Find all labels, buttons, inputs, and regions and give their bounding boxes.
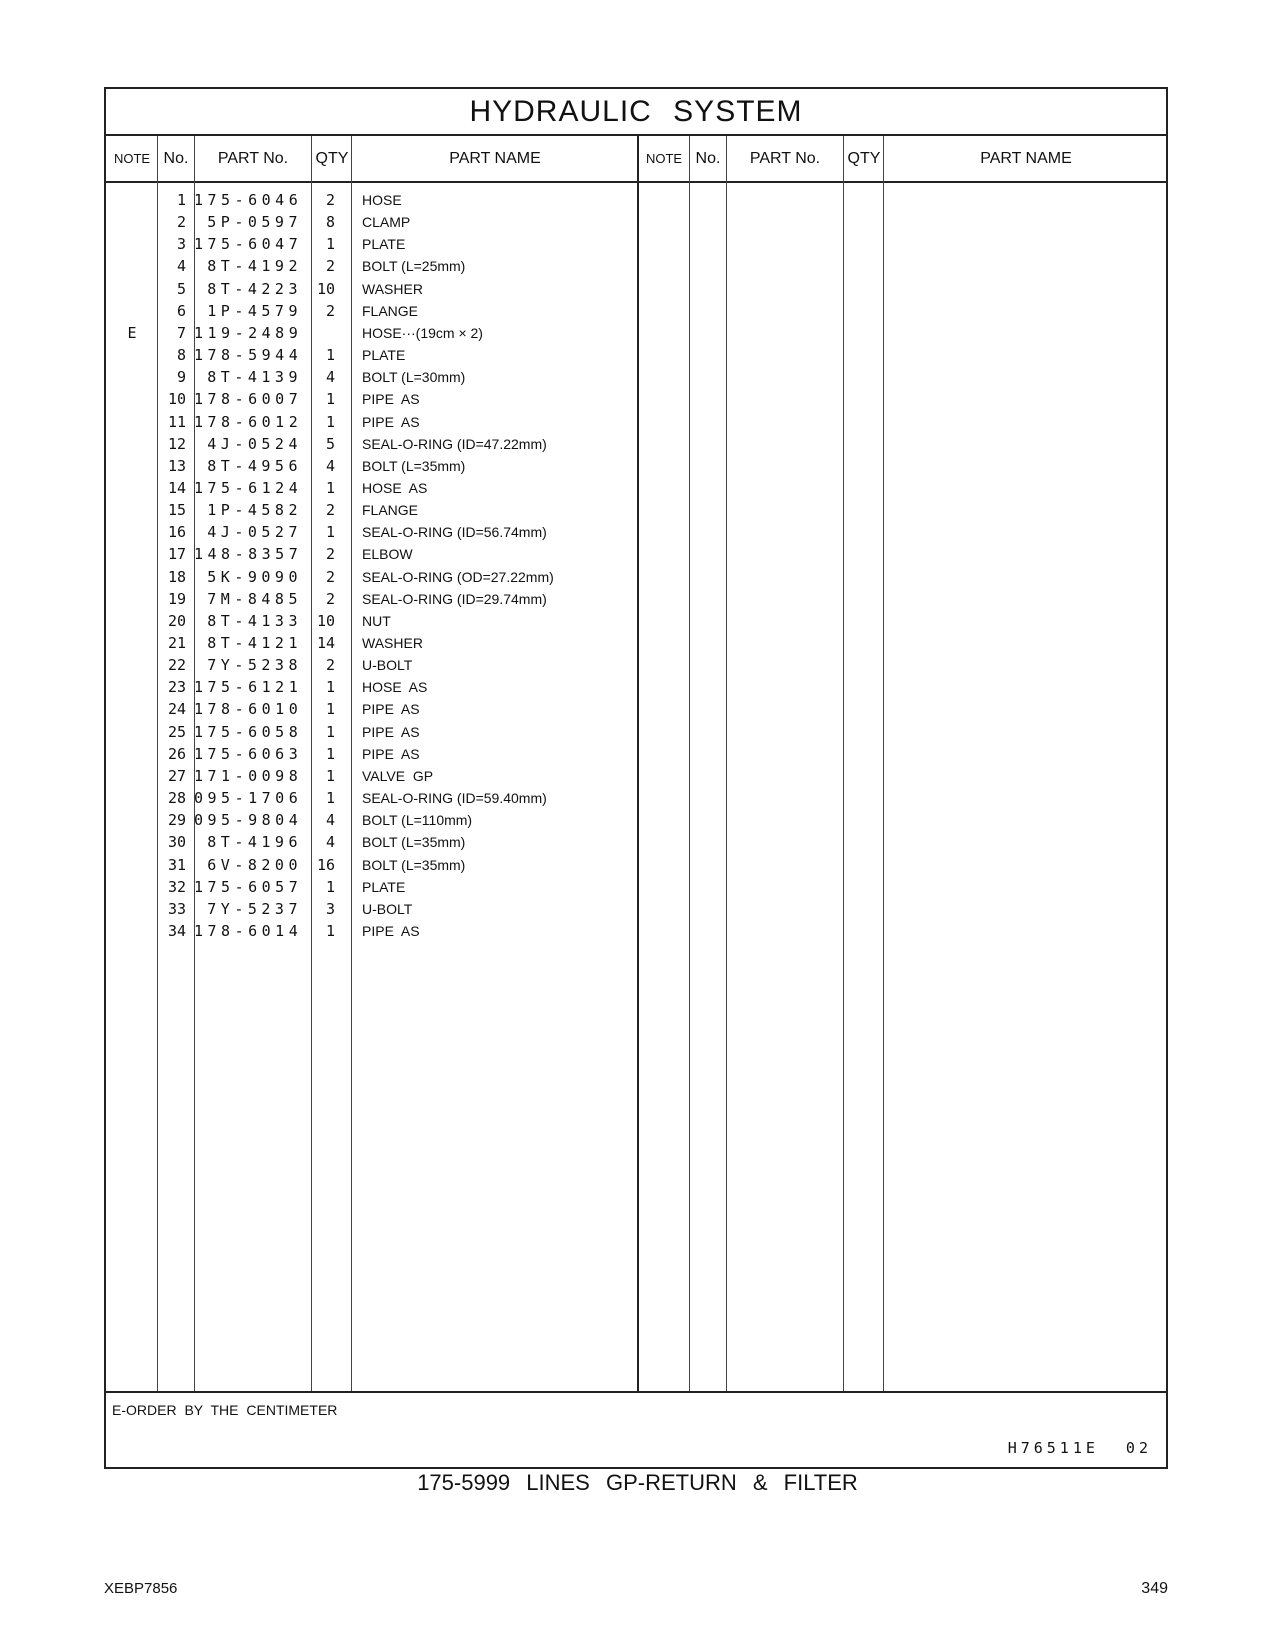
- group-caption: 175-5999 LINES GP-RETURN & FILTER: [417, 1470, 858, 1495]
- quantity-cell: 4: [325, 833, 335, 852]
- item-number-cell: 14: [167, 478, 186, 497]
- quantity-cell: 1: [325, 722, 335, 741]
- note-cell: [106, 787, 158, 809]
- table-bottom-divider: [106, 1391, 1166, 1393]
- note-cell: [106, 499, 158, 521]
- quantity-cell: 1: [325, 390, 335, 409]
- table-row: [106, 255, 1166, 277]
- part-number-cell: 175-6046: [194, 191, 303, 209]
- item-number-cell: 8: [176, 346, 186, 365]
- table-row: [106, 300, 1166, 322]
- part-name-cell: BOLT (L=35mm): [362, 856, 466, 873]
- part-number-cell: 175-6047: [194, 235, 303, 254]
- note-cell: [106, 654, 158, 676]
- note-cell: [106, 388, 158, 410]
- quantity-cell: 1: [325, 412, 335, 431]
- part-name-cell: SEAL-O-RING (ID=56.74mm): [362, 524, 547, 541]
- item-number-cell: 28: [167, 789, 186, 808]
- item-number-cell: 26: [167, 744, 186, 763]
- note-cell: [106, 300, 158, 322]
- part-name-cell: HOSE AS: [362, 479, 428, 496]
- header-qty-right: QTY: [847, 149, 881, 167]
- part-name-cell: PIPE AS: [362, 701, 420, 718]
- header-part-name-right: PART NAME: [980, 149, 1072, 167]
- note-cell: [106, 588, 158, 610]
- part-name-cell: BOLT (L=35mm): [362, 457, 466, 474]
- part-number-cell: 7Y-5238: [207, 656, 302, 675]
- part-number-cell: 5P-0597: [207, 213, 302, 232]
- quantity-cell: 2: [325, 656, 335, 675]
- part-name-cell: SEAL-O-RING (ID=29.74mm): [362, 590, 547, 607]
- part-name-cell: PLATE: [362, 878, 406, 895]
- note-cell: [106, 255, 158, 277]
- section-title: HYDRAULIC SYSTEM: [106, 89, 1166, 136]
- part-number-cell: 1P-4579: [207, 301, 302, 320]
- part-number-cell: 175-6057: [194, 877, 303, 896]
- part-name-cell: PLATE: [362, 347, 406, 364]
- quantity-cell: 1: [325, 523, 335, 542]
- quantity-cell: 4: [325, 456, 335, 475]
- part-number-cell: 1P-4582: [207, 501, 302, 520]
- quantity-cell: 1: [325, 678, 335, 697]
- table-row: [106, 189, 1166, 211]
- note-cell: [106, 809, 158, 831]
- footnote: E-ORDER BY THE CENTIMETER: [112, 1402, 338, 1418]
- part-name-cell: PIPE AS: [362, 922, 420, 939]
- part-number-cell: 7M-8485: [207, 589, 302, 608]
- part-number-cell: 178-6014: [194, 921, 303, 940]
- quantity-cell: 1: [325, 235, 335, 254]
- table-row: [106, 632, 1166, 654]
- quantity-cell: 4: [325, 368, 335, 387]
- quantity-cell: 10: [316, 611, 335, 630]
- part-name-cell: BOLT (L=25mm): [362, 258, 466, 275]
- parts-table-sheet: [104, 87, 1168, 1469]
- table-row: [106, 521, 1166, 543]
- part-number-cell: 095-1706: [194, 789, 303, 808]
- part-name-cell: FLANGE: [362, 302, 419, 319]
- item-number-cell: 11: [167, 412, 186, 431]
- table-row: [106, 698, 1166, 720]
- quantity-cell: 1: [325, 744, 335, 763]
- quantity-cell: 1: [325, 478, 335, 497]
- part-name-cell: U-BOLT: [362, 657, 413, 674]
- note-cell: [106, 676, 158, 698]
- table-row: [106, 809, 1166, 831]
- note-cell: [106, 433, 158, 455]
- part-number-cell: 175-6124: [194, 478, 303, 497]
- table-row: [106, 344, 1166, 366]
- table-row: [106, 876, 1166, 898]
- part-number-cell: 8T-4139: [207, 368, 302, 387]
- quantity-cell: 1: [325, 700, 335, 719]
- item-number-cell: 31: [167, 855, 186, 874]
- table-row: [106, 588, 1166, 610]
- part-number-cell: 6V-8200: [207, 855, 302, 874]
- item-number-cell: 15: [167, 501, 186, 520]
- header-part-no-right: PART No.: [749, 149, 821, 167]
- item-number-cell: 2: [176, 213, 186, 232]
- sheet-code: H76511E 02: [1007, 1439, 1152, 1457]
- table-row: [106, 676, 1166, 698]
- table-row: [106, 211, 1166, 233]
- quantity-cell: 1: [325, 921, 335, 940]
- part-name-cell: SEAL-O-RING (ID=59.40mm): [362, 790, 547, 807]
- part-number-cell: 178-6010: [194, 700, 303, 719]
- item-number-cell: 34: [167, 921, 186, 940]
- note-cell: [106, 898, 158, 920]
- part-name-cell: PIPE AS: [362, 745, 420, 762]
- table-row: [106, 743, 1166, 765]
- note-cell: [106, 233, 158, 255]
- part-number-cell: 8T-4956: [207, 456, 302, 475]
- note-cell: [106, 698, 158, 720]
- quantity-cell: [300, 322, 335, 344]
- part-number-cell: 175-6063: [194, 744, 303, 763]
- note-cell: E: [127, 323, 137, 342]
- note-cell: [106, 278, 158, 300]
- part-name-cell: PIPE AS: [362, 413, 420, 430]
- part-number-cell: 178-6012: [194, 412, 303, 431]
- quantity-cell: 8: [325, 213, 335, 232]
- note-cell: [106, 189, 158, 211]
- item-number-cell: 16: [167, 523, 186, 542]
- table-row: [106, 366, 1166, 388]
- part-name-cell: BOLT (L=35mm): [362, 834, 466, 851]
- table-row: [106, 233, 1166, 255]
- header-note-left: NOTE: [113, 151, 151, 166]
- part-number-cell: 8T-4223: [207, 279, 302, 298]
- note-cell: [106, 831, 158, 853]
- note-cell: [106, 566, 158, 588]
- item-number-cell: 18: [167, 567, 186, 586]
- table-row: [106, 721, 1166, 743]
- quantity-cell: 14: [316, 634, 335, 652]
- quantity-cell: 1: [325, 766, 335, 785]
- note-cell: [106, 455, 158, 477]
- part-number-cell: 8T-4133: [207, 611, 302, 630]
- item-number-cell: 25: [167, 722, 186, 741]
- document-id: XEBP7856: [104, 1580, 178, 1597]
- item-number-cell: 20: [167, 611, 186, 630]
- header-divider: [106, 181, 1166, 183]
- note-cell: [106, 632, 158, 654]
- table-row: [106, 543, 1166, 565]
- header-no-left: No.: [163, 149, 189, 167]
- header-qty-left: QTY: [315, 149, 349, 167]
- note-cell: [106, 876, 158, 898]
- part-name-cell: FLANGE: [362, 502, 419, 519]
- table-row: [106, 477, 1166, 499]
- part-name-cell: PIPE AS: [362, 391, 420, 408]
- item-number-cell: 24: [167, 700, 186, 719]
- item-number-cell: 32: [167, 877, 186, 896]
- item-number-cell: 19: [167, 589, 186, 608]
- quantity-cell: 10: [316, 279, 335, 298]
- table-row: [106, 920, 1166, 942]
- quantity-cell: 3: [325, 899, 335, 918]
- note-cell: [106, 344, 158, 366]
- quantity-cell: 5: [325, 434, 335, 453]
- part-number-cell: 175-6058: [194, 722, 303, 741]
- quantity-cell: 2: [325, 567, 335, 586]
- part-name-cell: U-BOLT: [362, 900, 413, 917]
- part-number-cell: 175-6121: [194, 678, 303, 697]
- item-number-cell: 5: [176, 279, 186, 298]
- note-cell: [106, 477, 158, 499]
- table-row: [106, 455, 1166, 477]
- note-cell: [106, 610, 158, 632]
- part-name-cell: CLAMP: [362, 214, 411, 231]
- quantity-cell: 1: [325, 877, 335, 896]
- part-name-cell: BOLT (L=110mm): [362, 812, 473, 829]
- item-number-cell: 27: [167, 766, 186, 785]
- part-number-cell: 4J-0527: [207, 523, 302, 542]
- part-number-cell: 8T-4196: [207, 833, 302, 852]
- quantity-cell: 2: [325, 589, 335, 608]
- item-number-cell: 23: [167, 678, 186, 697]
- item-number-cell: 3: [176, 235, 186, 254]
- quantity-cell: 1: [325, 346, 335, 365]
- header-note-right: NOTE: [645, 151, 683, 166]
- note-cell: [106, 920, 158, 942]
- quantity-cell: 2: [325, 257, 335, 276]
- part-number-cell: 171-0098: [194, 766, 303, 785]
- quantity-cell: 2: [325, 501, 335, 520]
- part-number-cell: 5K-9090: [207, 567, 302, 586]
- table-row: [106, 433, 1166, 455]
- quantity-cell: 2: [325, 545, 335, 564]
- table-row: [106, 411, 1166, 433]
- item-number-cell: 33: [167, 899, 186, 918]
- item-number-cell: 22: [167, 656, 186, 675]
- header-part-name-left: PART NAME: [449, 149, 541, 167]
- table-row: [106, 787, 1166, 809]
- table-row: [106, 765, 1166, 787]
- header-no-right: No.: [695, 149, 721, 167]
- table-row: [106, 566, 1166, 588]
- note-cell: [106, 521, 158, 543]
- item-number-cell: 21: [167, 634, 186, 652]
- note-cell: [106, 854, 158, 876]
- quantity-cell: 4: [325, 811, 335, 830]
- note-cell: [106, 211, 158, 233]
- note-cell: [106, 721, 158, 743]
- part-name-cell: NUT: [362, 612, 391, 629]
- table-row: [106, 499, 1166, 521]
- part-number-cell: 8T-4121: [207, 634, 302, 652]
- header-part-no-left: PART No.: [217, 149, 289, 167]
- note-cell: [106, 411, 158, 433]
- table-row: [106, 654, 1166, 676]
- quantity-cell: 1: [325, 789, 335, 808]
- part-number-cell: 119-2489: [194, 323, 303, 342]
- item-number-cell: 30: [167, 833, 186, 852]
- table-row: [106, 278, 1166, 300]
- note-cell: [106, 765, 158, 787]
- part-name-cell: PLATE: [362, 236, 406, 253]
- quantity-cell: 2: [325, 301, 335, 320]
- part-name-cell: WASHER: [362, 635, 423, 651]
- part-name-cell: PIPE AS: [362, 723, 420, 740]
- part-number-cell: 148-8357: [194, 545, 303, 564]
- part-name-cell: SEAL-O-RING (ID=47.22mm): [362, 435, 547, 452]
- item-number-cell: 13: [167, 456, 186, 475]
- item-number-cell: 10: [167, 390, 186, 409]
- part-number-cell: 4J-0524: [207, 434, 302, 453]
- part-name-cell: BOLT (L=30mm): [362, 369, 466, 386]
- part-number-cell: 8T-4192: [207, 257, 302, 276]
- note-cell: [106, 366, 158, 388]
- table-row: [106, 388, 1166, 410]
- part-name-cell: VALVE GP: [362, 767, 434, 784]
- part-name-cell: ELBOW: [362, 546, 413, 563]
- part-number-cell: 178-5944: [194, 346, 303, 365]
- note-cell: [106, 543, 158, 565]
- table-row: [106, 898, 1166, 920]
- part-name-cell: HOSE···(19cm × 2): [362, 324, 483, 341]
- part-number-cell: 095-9804: [194, 811, 303, 830]
- part-number-cell: 178-6007: [194, 390, 303, 409]
- part-name-cell: HOSE AS: [362, 679, 428, 696]
- note-cell: [106, 743, 158, 765]
- part-name-cell: SEAL-O-RING (OD=27.22mm): [362, 568, 554, 585]
- item-number-cell: 12: [167, 434, 186, 453]
- table-row: [106, 854, 1166, 876]
- quantity-cell: 2: [325, 191, 335, 209]
- item-number-cell: 9: [176, 368, 186, 387]
- item-number-cell: 17: [167, 545, 186, 564]
- item-number-cell: 4: [176, 257, 186, 276]
- quantity-cell: 16: [316, 855, 335, 874]
- part-number-cell: 7Y-5237: [207, 899, 302, 918]
- item-number-cell: 29: [167, 811, 186, 830]
- page-number: 349: [1141, 1580, 1168, 1597]
- part-name-cell: WASHER: [362, 280, 423, 297]
- item-number-cell: 6: [176, 301, 186, 320]
- item-number-cell: 1: [176, 191, 186, 209]
- table-row: [106, 322, 1166, 344]
- item-number-cell: 7: [176, 323, 186, 342]
- table-row: [106, 831, 1166, 853]
- table-row: [106, 610, 1166, 632]
- part-name-cell: HOSE: [362, 192, 402, 208]
